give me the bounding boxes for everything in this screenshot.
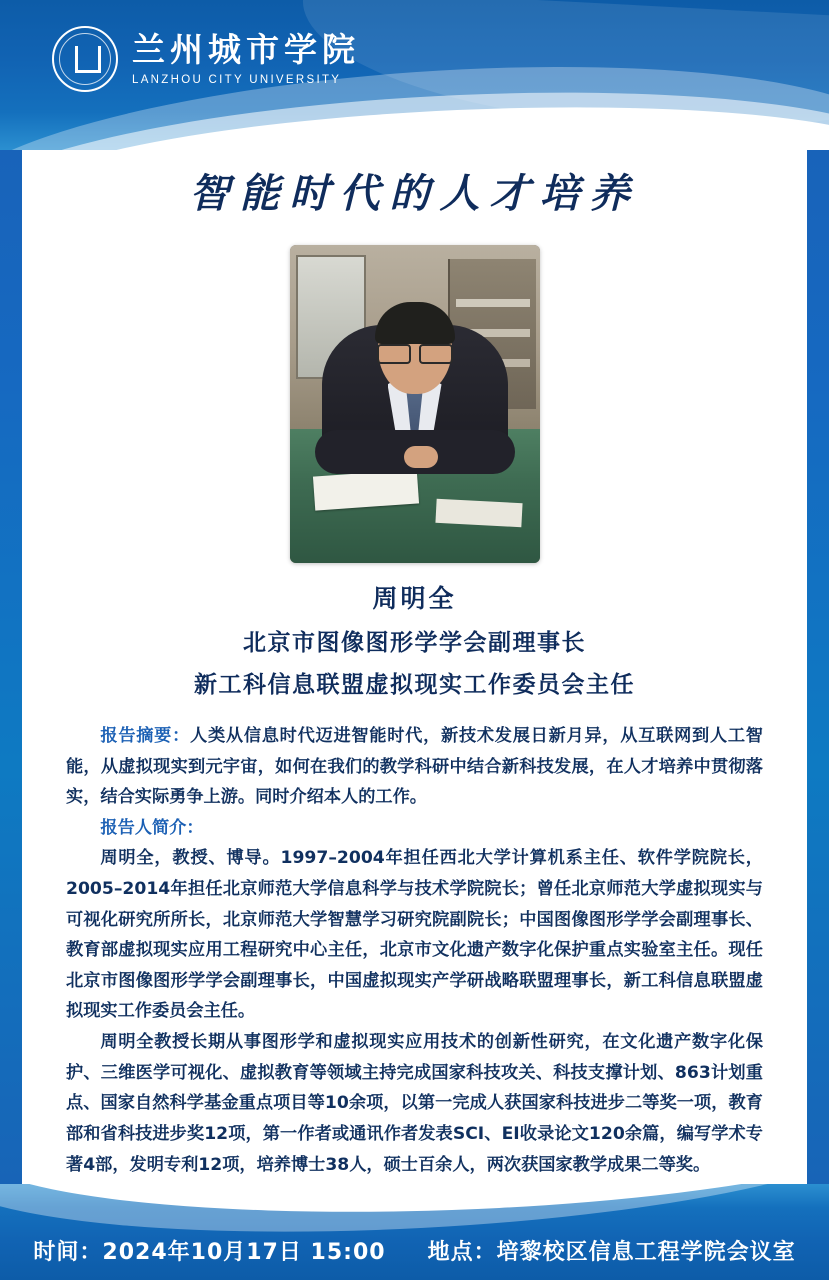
speaker-title-2: 新工科信息联盟虚拟现实工作委员会主任 — [194, 672, 635, 698]
university-logo — [52, 26, 360, 92]
speaker-title-1: 北京市图像图形学学会副理事长 — [243, 630, 586, 656]
portrait-paper-1 — [312, 469, 418, 510]
university-seal-icon — [52, 26, 118, 92]
poster-body — [66, 721, 763, 1180]
speaker-name: 周明全 — [372, 584, 457, 613]
event-time: 时间：2024年10月17日 15:00 — [33, 1240, 386, 1265]
bio-paragraph-2: 周明全教授长期从事图形学和虚拟现实应用技术的创新性研究，在文化遗产数字化保护、三维医学可视化、虚拟教育等领域主持完成国家科技攻关、科技支撑计划、863计划重点、国家自然科学基金重点项目等10余项，以第一完成人获国家科技进步二等奖一项，教育部和省科技进步奖12项，第一作者或通讯作者发表SCI、EI收录论文120余篇，编写学术专著4部，发明专利12项，培养博士38人，硕士百余人，两次获国家教学成果二等奖。 — [66, 1032, 763, 1175]
portrait-hands — [404, 446, 438, 468]
left-border-bar — [0, 0, 22, 1280]
university-name-en: LANZHOU CITY UNIVERSITY — [132, 73, 342, 86]
university-name-cn: 兰州城市学院 — [132, 30, 360, 70]
abstract-text: 人类从信息时代迈进智能时代，新技术发展日新月异，从互联网到人工智能，从虚拟现实到元宇宙，如何在我们的教学科研中结合新科技发展，在人才培养中贯彻落实，结合实际勇争上游。同时介绍本人的工作。 — [66, 726, 763, 808]
speaker-portrait — [290, 245, 540, 563]
poster-content — [22, 150, 807, 1184]
right-border-bar — [807, 0, 829, 1280]
glasses-icon — [377, 344, 453, 360]
bio-paragraph-1: 周明全，教授、博导。1997–2004年担任西北大学计算机系主任、软件学院院长，2005–2014年担任北京师范大学信息科学与技术学院院长；曾任北京师范大学虚拟现实与可视化研究所所长，北京师范大学智慧学习研究院副院长；中国图像图形学学会副理事长、教育部虚拟现实应用工程研究中心主任，北京市文化遗产数字化保护重点实验室主任。现任北京市图像图形学学会副理事长，中国虚拟现实产学研战略联盟理事长，新工科信息联盟虚拟现实工作委员会主任。 — [66, 848, 763, 1022]
page-title: 智能时代的人才培养 — [189, 170, 640, 217]
event-place: 地点：培黎校区信息工程学院会议室 — [427, 1240, 796, 1265]
bio-label: 报告人简介： — [100, 817, 204, 838]
abstract-paragraph — [66, 721, 763, 813]
abstract-label: 报告摘要： — [100, 726, 191, 746]
poster-footer — [0, 1184, 829, 1280]
footer-info — [0, 1235, 829, 1266]
portrait-paper-2 — [435, 499, 522, 527]
poster-header — [0, 0, 829, 150]
university-logo-text — [132, 32, 360, 85]
